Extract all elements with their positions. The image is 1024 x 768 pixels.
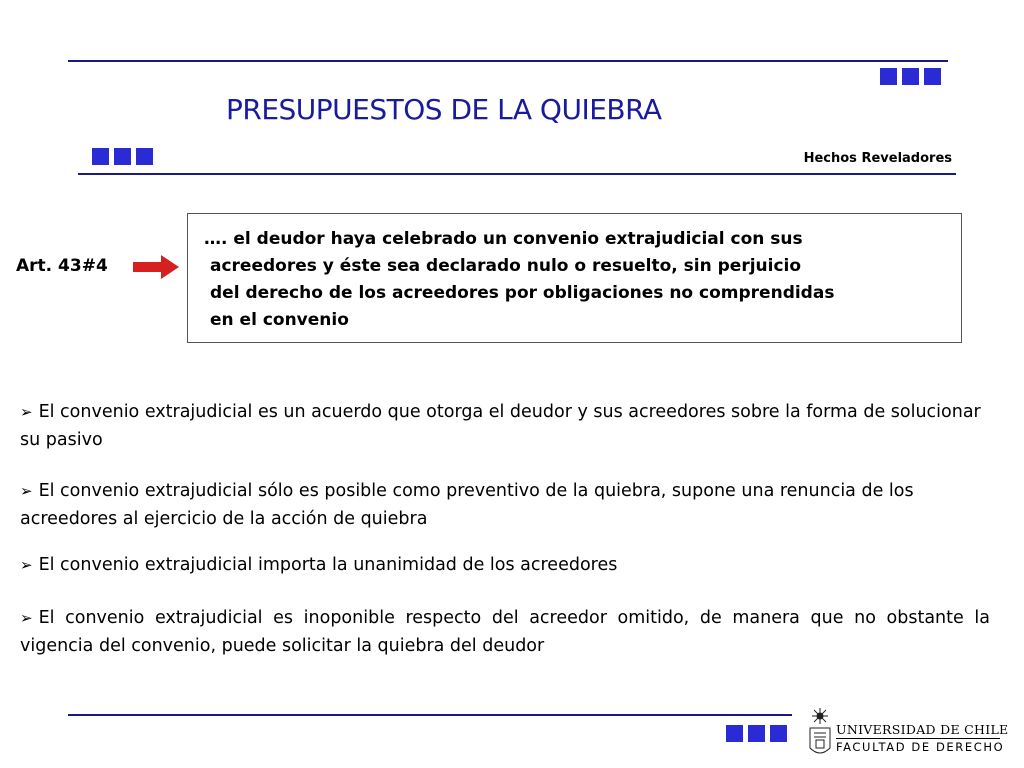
- title-underline-rule: [78, 173, 956, 175]
- logo-divider: [836, 738, 1000, 739]
- decorative-squares-bottom: [726, 725, 787, 742]
- bottom-rule: [68, 714, 792, 716]
- decorative-squares-left: [92, 148, 153, 165]
- right-arrow-icon: [133, 255, 179, 279]
- top-rule: [68, 60, 948, 62]
- bullet-item: [20, 604, 990, 660]
- quote-line: acreedores y éste sea declarado nulo o resuelto, sin perjuicio: [210, 256, 802, 276]
- university-crest-icon: [806, 706, 834, 762]
- article-label: Art. 43#4: [16, 256, 108, 276]
- bullet-item: [20, 551, 990, 579]
- quote-line: …. el deudor haya celebrado un convenio extrajudicial con sus: [204, 229, 803, 249]
- decorative-squares-top-right: [880, 68, 941, 85]
- bullet-text: El convenio extrajudicial importa la unanimidad de los acreedores: [38, 555, 618, 575]
- arrow-bullet-icon: ➢: [20, 609, 33, 627]
- article-quote-box: [187, 213, 962, 343]
- arrow-bullet-icon: ➢: [20, 403, 33, 421]
- logo-faculty-name: FACULTAD DE DERECHO: [836, 740, 1005, 754]
- logo-university-name: UNIVERSIDAD DE CHILE: [836, 722, 1009, 737]
- page-title: PRESUPUESTOS DE LA QUIEBRA: [226, 93, 662, 126]
- bullet-item: [20, 477, 990, 533]
- quote-line: en el convenio: [210, 310, 349, 330]
- page-subtitle: Hechos Reveladores: [803, 151, 952, 166]
- bullet-text: El convenio extrajudicial sólo es posible como preventivo de la quiebra, supone una renuncia de los acreedores al ejercicio de la acción de quiebra: [20, 481, 914, 529]
- arrow-bullet-icon: ➢: [20, 482, 33, 500]
- bullet-text: El convenio extrajudicial es un acuerdo que otorga el deudor y sus acreedores sobre la forma de solucionar su pasivo: [20, 402, 981, 450]
- bullet-text: El convenio extrajudicial es inoponible respecto del acreedor omitido, de manera que no obstante la vigencia del convenio, puede solicitar la quiebra del deudor: [20, 608, 990, 656]
- arrow-bullet-icon: ➢: [20, 556, 33, 574]
- bullet-item: [20, 398, 990, 454]
- quote-line: del derecho de los acreedores por obligaciones no comprendidas: [210, 283, 835, 303]
- article-quote-text: [202, 226, 951, 334]
